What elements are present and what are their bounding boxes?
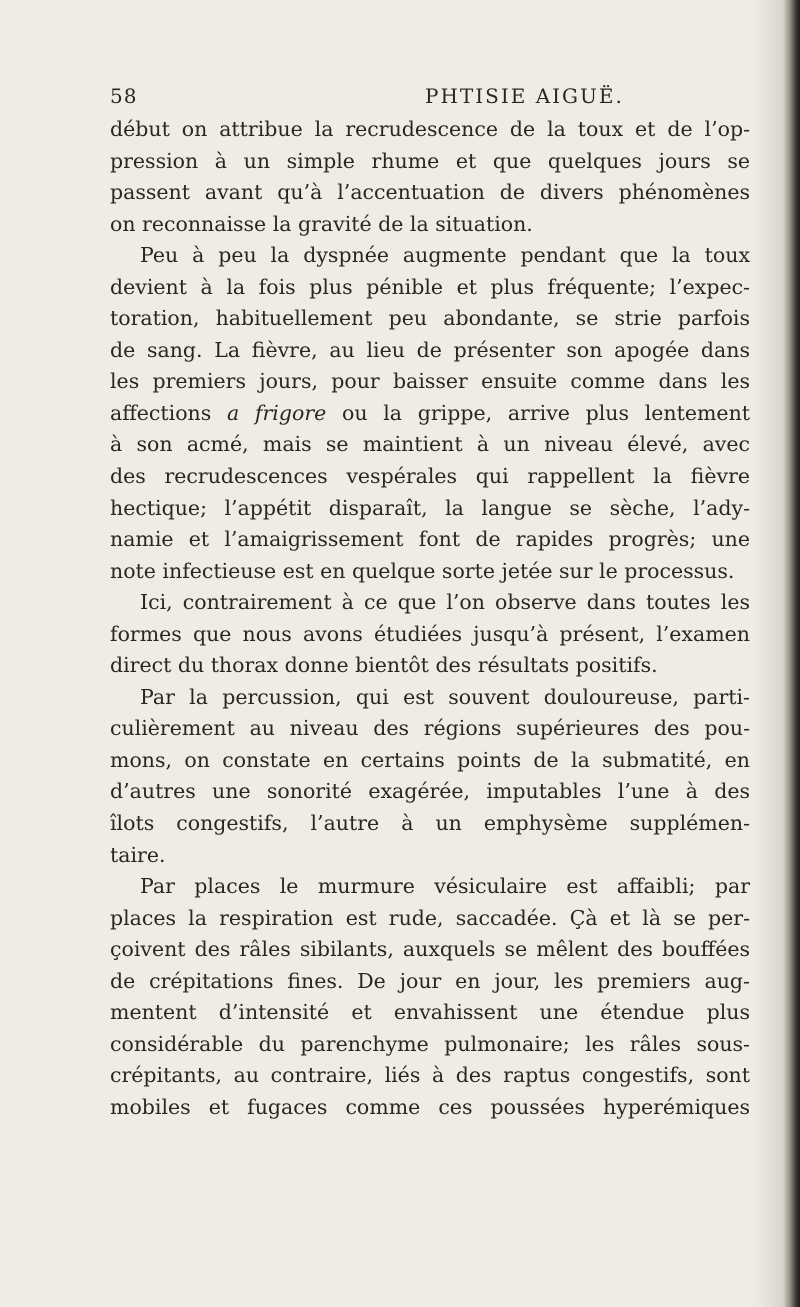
text-line: places la respiration est rude, saccadée. Çà et là se per- bbox=[110, 905, 750, 930]
body-text bbox=[110, 114, 750, 1124]
text-line: mobiles et fugaces comme ces poussées hyperémiques bbox=[110, 1094, 750, 1119]
text-line: de crépitations fines. De jour en jour, les premiers aug- bbox=[110, 968, 750, 993]
text-line: îlots congestifs, l’autre à un emphysème supplémen- bbox=[110, 811, 750, 836]
text-line: Par la percussion, qui est souvent douloureuse, parti- bbox=[140, 684, 750, 709]
text-line: culièrement au niveau des régions supérieures des pou- bbox=[110, 716, 750, 741]
italic-phrase: a frigore bbox=[226, 400, 327, 425]
text-line: mentent d’intensité et envahissent une étendue plus bbox=[110, 1000, 750, 1025]
text-line: passent avant qu’à l’accentuation de divers phénomènes bbox=[110, 180, 750, 205]
text-fragment: ou la grippe, arrive plus lentement bbox=[326, 400, 751, 425]
text-line: les premiers jours, pour baisser ensuite comme dans les bbox=[110, 369, 750, 394]
text-line: direct du thorax donne bientôt des résultats positifs. bbox=[110, 653, 658, 678]
text-line: à son acmé, mais se maintient à un niveau élevé, avec bbox=[110, 432, 750, 457]
page-number: 58 bbox=[110, 84, 138, 108]
text-line: on reconnaisse la gravité de la situation. bbox=[110, 211, 533, 236]
text-line-italic bbox=[110, 398, 750, 430]
text-line: devient à la fois plus pénible et plus fréquente; l’expec- bbox=[110, 274, 750, 299]
text-line: çoivent des râles sibilants, auxquels se mêlent des bouffées bbox=[110, 937, 750, 962]
text-line: pression à un simple rhume et que quelques jours se bbox=[110, 148, 750, 173]
binding-shadow bbox=[755, 0, 783, 1307]
text-line: Par places le murmure vésiculaire est affaibli; par bbox=[140, 874, 750, 899]
running-title: PHTISIE AIGUË. bbox=[425, 84, 624, 108]
text-line: formes que nous avons étudiées jusqu’à présent, l’examen bbox=[110, 621, 750, 646]
text-line: taire. bbox=[110, 842, 166, 867]
text-line: des recrudescences vespérales qui rappellent la fièvre bbox=[110, 464, 750, 489]
text-fragment: affections bbox=[110, 400, 227, 425]
text-line: mons, on constate en certains points de la submatité, en bbox=[110, 747, 750, 772]
text-line: crépitants, au contraire, liés à des raptus congestifs, sont bbox=[110, 1063, 750, 1088]
text-line: note infectieuse est en quelque sorte jetée sur le processus. bbox=[110, 558, 735, 583]
text-line: de sang. La fièvre, au lieu de présenter son apogée dans bbox=[110, 337, 750, 362]
text-line: considérable du parenchyme pulmonaire; les râles sous- bbox=[110, 1031, 750, 1056]
text-line: hectique; l’appétit disparaît, la langue se sèche, l’ady- bbox=[110, 495, 750, 520]
text-line: début on attribue la recrudescence de la toux et de l’op- bbox=[110, 117, 750, 141]
text-line: toration, habituellement peu abondante, se strie parfois bbox=[110, 306, 750, 331]
running-head bbox=[110, 84, 750, 114]
text-line: Ici, contrairement à ce que l’on observe dans toutes les bbox=[140, 590, 750, 615]
text-line: Peu à peu la dyspnée augmente pendant que la toux bbox=[140, 243, 750, 268]
text-line: d’autres une sonorité exagérée, imputables l’une à des bbox=[110, 779, 750, 804]
text-line: namie et l’amaigrissement font de rapides progrès; une bbox=[110, 527, 750, 552]
binding-edge bbox=[783, 0, 800, 1307]
